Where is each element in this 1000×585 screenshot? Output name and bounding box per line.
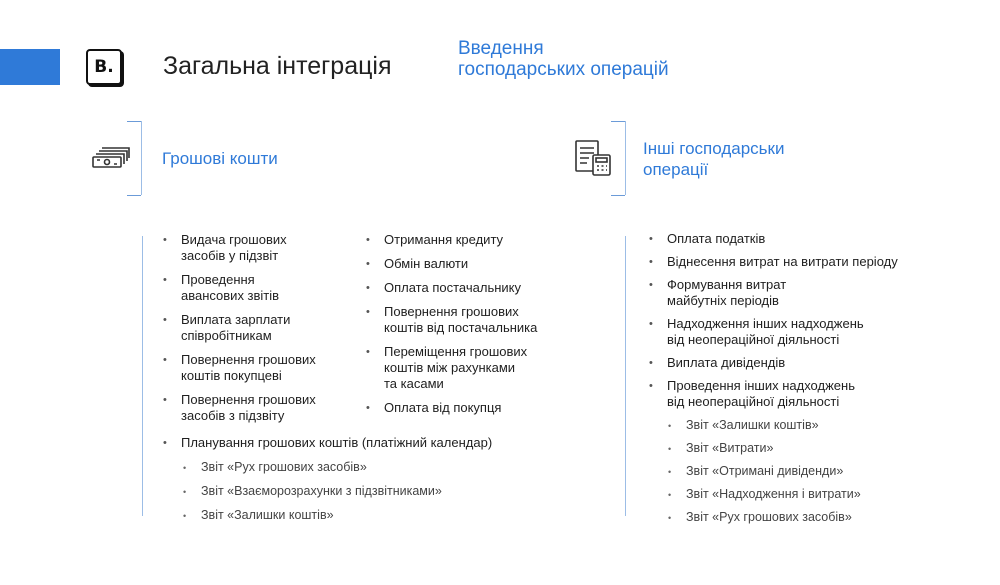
- report-item: • Звіт «Рух грошових засобів»: [668, 509, 978, 525]
- cash-header-tick-bottom: [127, 195, 141, 196]
- page-title: Загальна інтеграція: [163, 52, 392, 80]
- list-item: • Обмін валюти: [366, 256, 596, 272]
- list-item: • Планування грошових коштів (платіжний календар): [163, 435, 603, 451]
- cash-list-left: [163, 232, 353, 432]
- other-list: [649, 231, 979, 417]
- list-item: • Надходження інших надходжень від неопераційної діяльності: [649, 316, 979, 348]
- cash-header-tick-top: [127, 121, 141, 122]
- report-item: • Звіт «Взаєморозрахунки з підзвітниками»: [183, 483, 603, 499]
- report-item: • Звіт «Залишки коштів»: [668, 417, 978, 433]
- list-item: • Повернення грошових коштів від постачальника: [366, 304, 596, 336]
- other-header-divider: [625, 121, 626, 195]
- logo-text: B.: [94, 57, 114, 77]
- list-item: • Оплата від покупця: [366, 400, 596, 416]
- list-item: • Формування витрат майбутніх періодів: [649, 277, 979, 309]
- report-item: • Звіт «Залишки коштів»: [183, 507, 603, 523]
- money-stack-icon: [90, 144, 130, 170]
- list-item: • Проведення інших надходжень від неопераційної діяльності: [649, 378, 979, 410]
- list-item: • Віднесення витрат на витрати періоду: [649, 254, 979, 270]
- list-item: • Оплата податків: [649, 231, 979, 247]
- report-item: • Звіт «Отримані дивіденди»: [668, 463, 978, 479]
- subtitle-line: Введення: [458, 38, 544, 59]
- accent-bar: [0, 49, 60, 85]
- list-item: • Повернення грошових коштів покупцеві: [163, 352, 353, 384]
- page-subtitle: [458, 38, 669, 80]
- cash-header-divider: [141, 121, 142, 195]
- other-reports-list: [668, 417, 978, 532]
- cash-list-right: [366, 232, 596, 424]
- cash-content-divider: [142, 236, 143, 516]
- other-section-title: Інші господарськи операції: [643, 139, 785, 179]
- report-item: • Звіт «Надходження і витрати»: [668, 486, 978, 502]
- middle-content-divider: [625, 236, 626, 516]
- list-item: • Повернення грошових засобів з підзвіту: [163, 392, 353, 424]
- report-item: • Звіт «Рух грошових засобів»: [183, 459, 603, 475]
- subtitle-line: господарських операцій: [458, 59, 669, 80]
- list-item: • Отримання кредиту: [366, 232, 596, 248]
- cash-reports-list: [183, 459, 603, 531]
- logo: [86, 49, 122, 85]
- list-item: • Оплата постачальнику: [366, 280, 596, 296]
- cash-section-title: Грошові кошти: [162, 149, 278, 168]
- report-item: • Звіт «Витрати»: [668, 440, 978, 456]
- document-calculator-icon: [573, 138, 613, 178]
- other-header-tick-top: [611, 121, 625, 122]
- list-item: • Переміщення грошових коштів між рахунками та касами: [366, 344, 596, 392]
- list-item: • Виплата дивідендів: [649, 355, 979, 371]
- other-header-tick-bottom: [611, 195, 625, 196]
- list-item: • Проведення авансових звітів: [163, 272, 353, 304]
- cash-planning-list: [163, 435, 603, 459]
- list-item: • Видача грошових засобів у підзвіт: [163, 232, 353, 264]
- list-item: • Виплата зарплати співробітникам: [163, 312, 353, 344]
